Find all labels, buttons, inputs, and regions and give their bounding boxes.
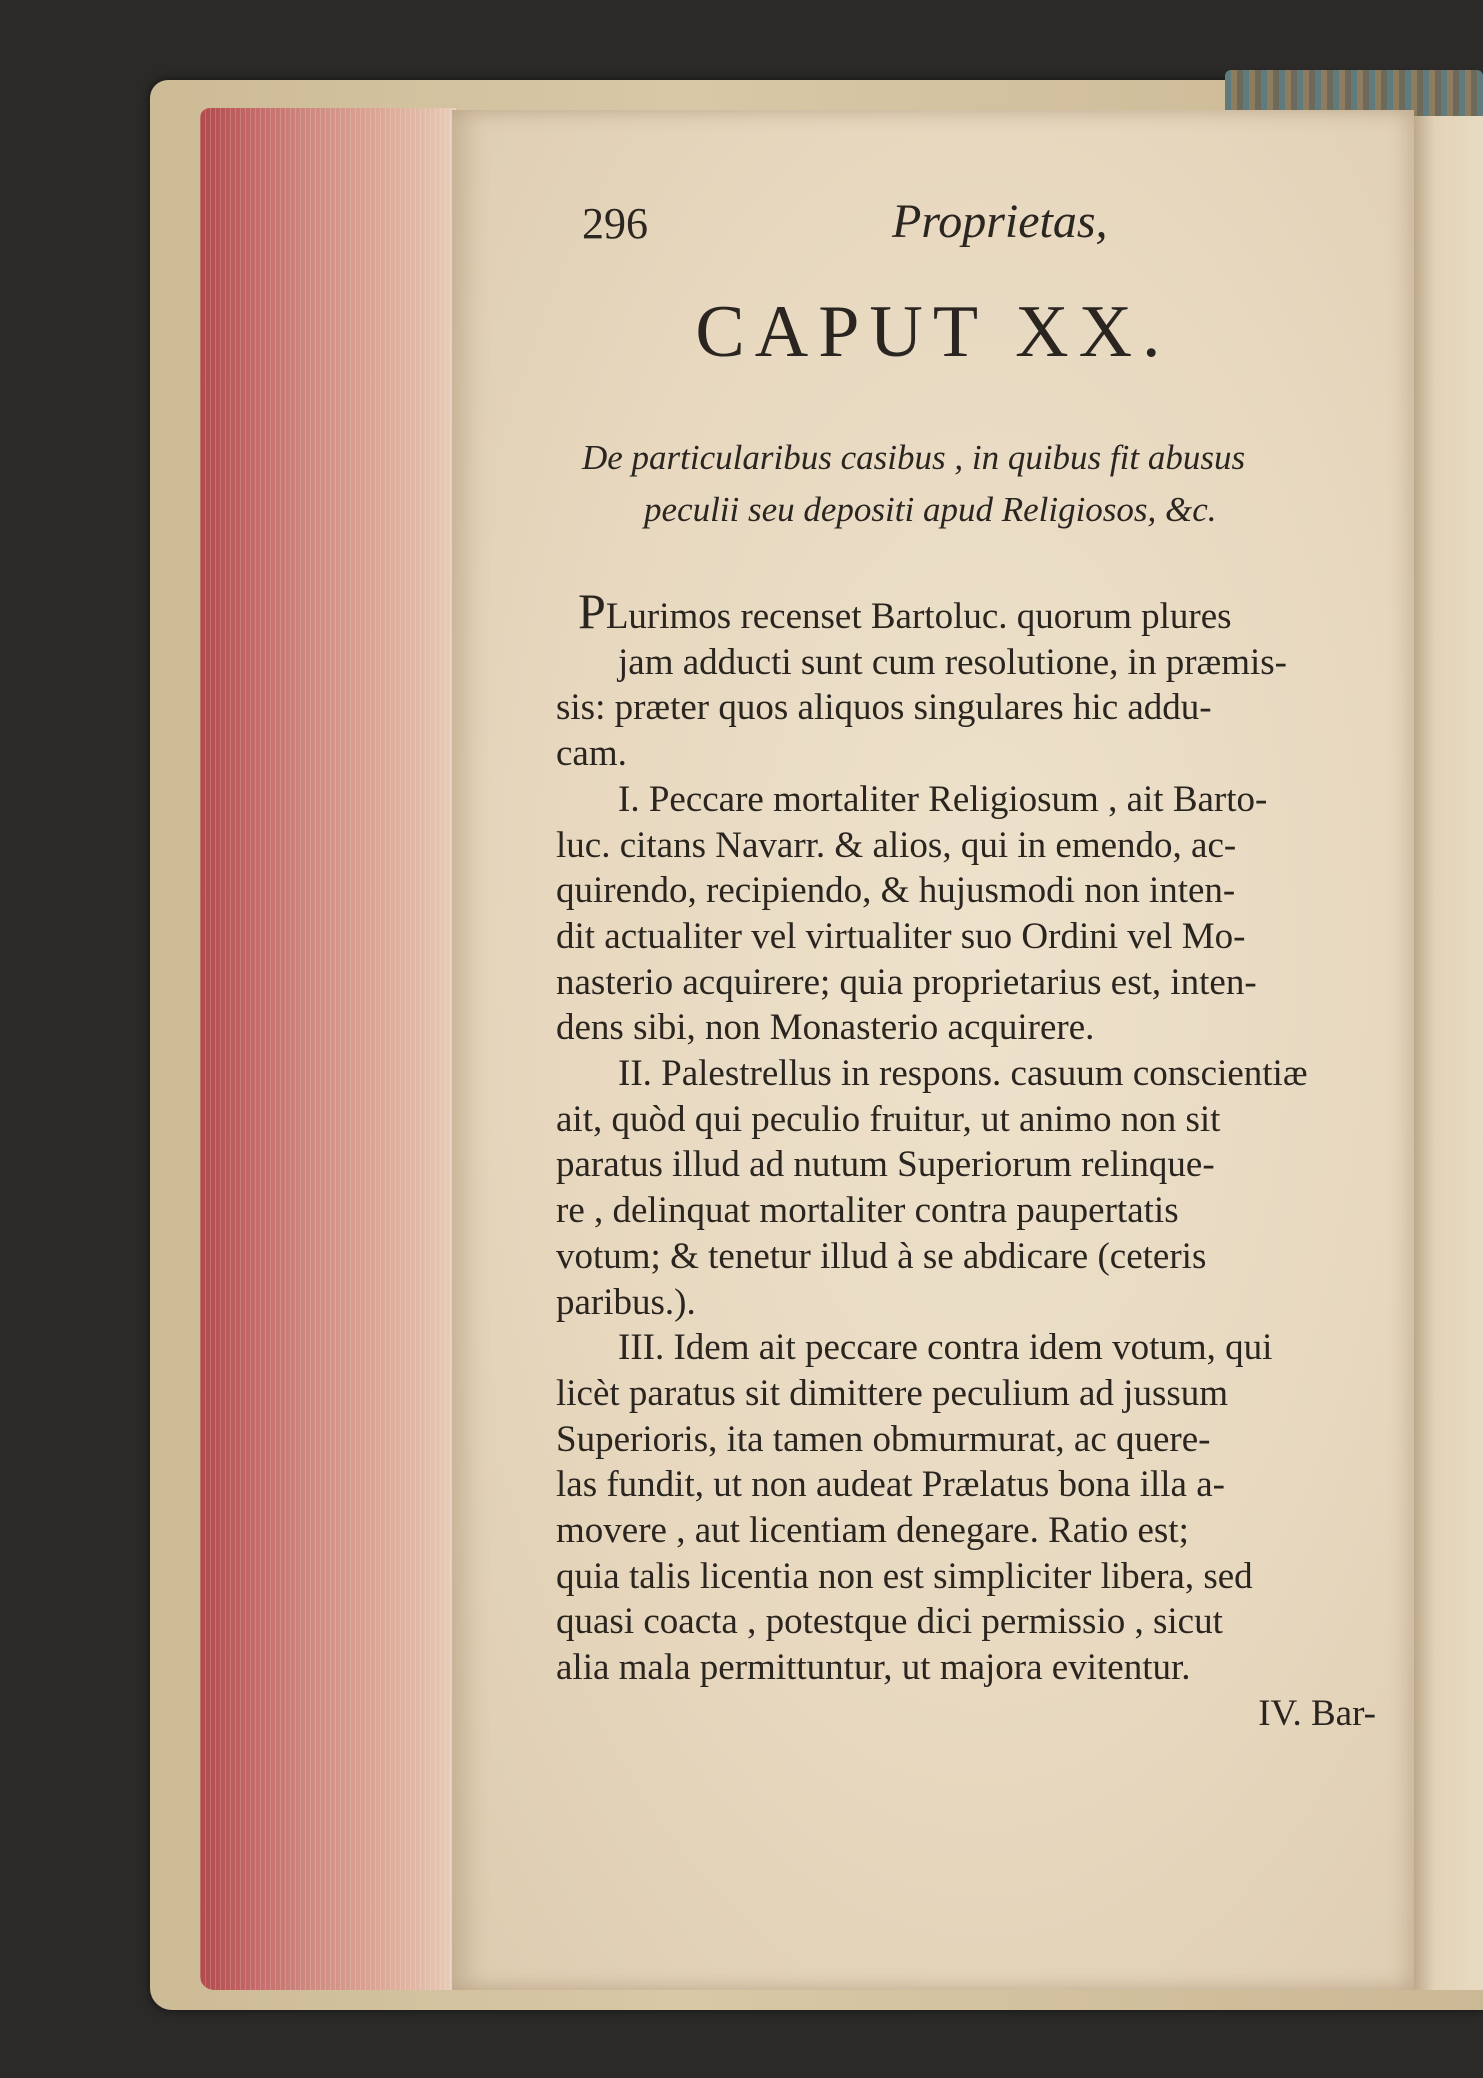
text-line: II. Palestrellus in respons. casuum conscientiæ — [618, 1053, 1308, 1095]
text-line: alia mala permittuntur, ut majora evitentur. — [556, 1647, 1191, 1689]
text-line: luc. citans Navarr. & alios, qui in emendo, ac- — [556, 824, 1237, 866]
text-line: III. Idem ait peccare contra idem votum, qui — [618, 1327, 1273, 1369]
text-line: licèt paratus sit dimittere peculium ad jussum — [556, 1372, 1229, 1414]
text-line: dit actualiter vel virtualiter suo Ordini vel Mo- — [556, 915, 1246, 957]
text-line: paribus.). — [556, 1281, 696, 1323]
text-line: ait, quòd qui peculio fruitur, ut animo non sit — [556, 1098, 1221, 1140]
text-line: nasterio acquirere; quia proprietarius est, inten- — [556, 961, 1257, 1003]
text-line: quirendo, recipiendo, & hujusmodi non inten- — [556, 870, 1236, 912]
text-line: votum; & tenetur illud à se abdicare (ceteris — [556, 1235, 1207, 1277]
text-line: Superioris, ita tamen obmurmurat, ac quere- — [556, 1418, 1211, 1460]
text-line: movere , aut licentiam denegare. Ratio est; — [556, 1510, 1189, 1552]
catchword: IV. Bar- — [1258, 1692, 1376, 1734]
text-line: las fundit, ut non audeat Prælatus bona illa a- — [556, 1464, 1225, 1506]
text-line: PLurimos recenset Bartoluc. quorum plures — [556, 594, 1382, 640]
text-line: cam. — [556, 733, 627, 775]
text-line: sis: præter quos aliquos singulares hic addu- — [556, 687, 1212, 729]
running-head: Proprietas, — [892, 195, 1108, 248]
page-edges — [200, 108, 456, 1990]
facing-page-edge — [1414, 116, 1483, 1990]
chapter-title: CAPUT XX. — [695, 291, 1171, 373]
text-line: quasi coacta , potestque dici permissio , sicut — [556, 1601, 1223, 1643]
text-line: jam adducti sunt cum resolutione, in præmis- — [618, 641, 1287, 683]
subtitle-line: peculii seu depositi apud Religiosos, &c. — [644, 490, 1217, 529]
text-line: I. Peccare mortaliter Religiosum , ait Barto- — [618, 778, 1268, 820]
chapter-subtitle — [582, 432, 1382, 536]
text-line: re , delinquat mortaliter contra paupertatis — [556, 1190, 1179, 1232]
text-line: paratus illud ad nutum Superiorum relinque- — [556, 1144, 1215, 1186]
initial-letter: P — [578, 594, 606, 639]
subtitle-line: De particularibus casibus , in quibus fit abusus — [582, 438, 1246, 477]
text-line: dens sibi, non Monasterio acquirere. — [556, 1007, 1095, 1049]
text-line: quia talis licentia non est simpliciter libera, sed — [556, 1555, 1253, 1597]
page-header — [582, 195, 1142, 258]
page-number: 296 — [582, 199, 648, 248]
body-text — [556, 594, 1382, 1737]
